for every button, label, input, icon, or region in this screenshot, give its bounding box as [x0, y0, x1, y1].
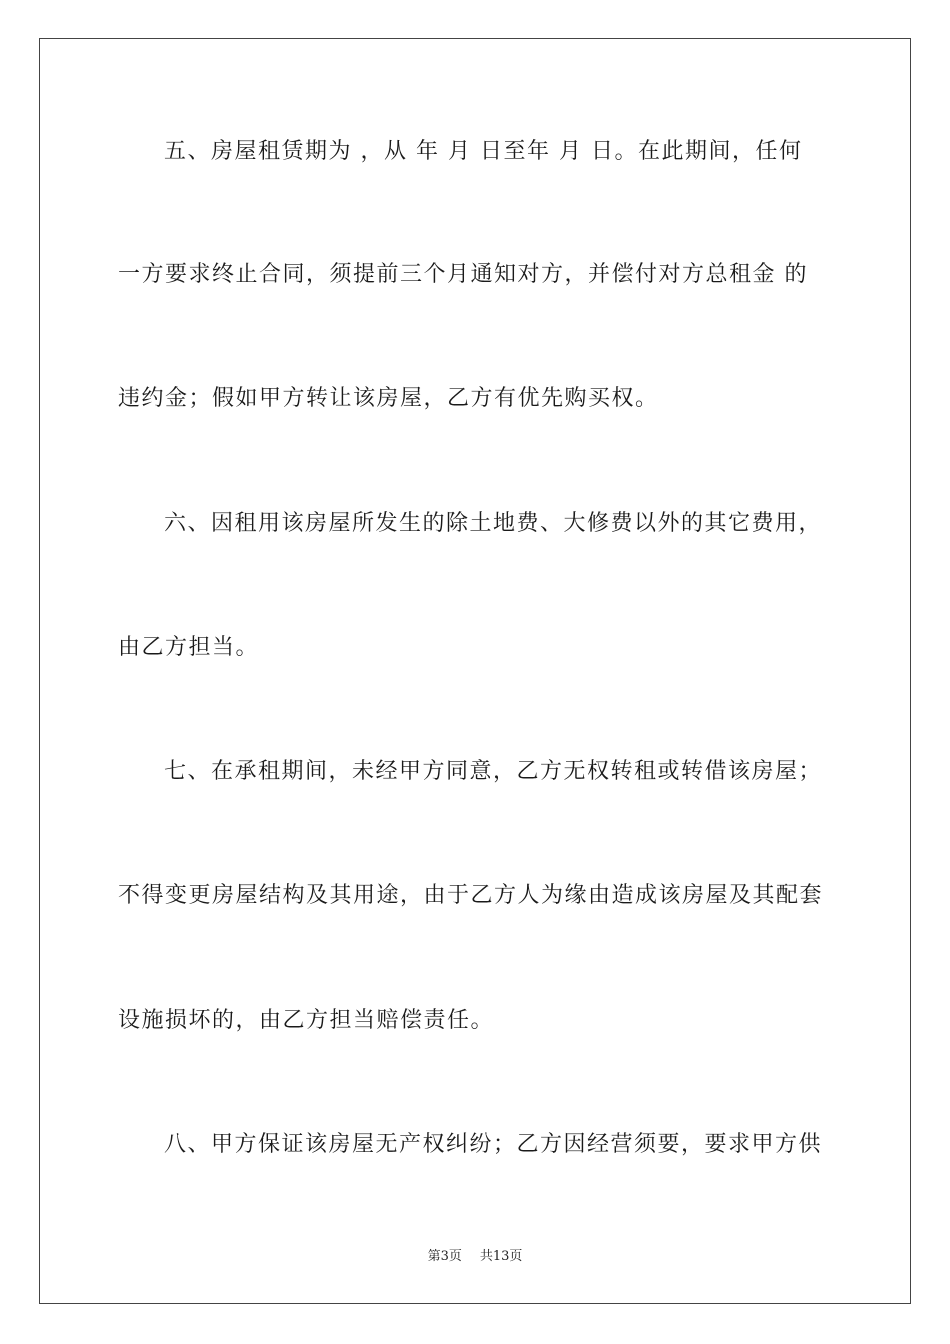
total-pages: 共13页 [479, 1249, 523, 1264]
paragraph-6-line-1: 六、因租用该房屋所发生的除土地费、大修费以外的其它费用， [164, 511, 823, 536]
paragraph-5-line-2: 一方要求终止合同，须提前三个月通知对方，并偿付对方总租金 的 [118, 262, 808, 287]
paragraph-5-line-3: 违约金；假如甲方转让该房屋，乙方有优先购买权。 [118, 386, 659, 411]
page-number: 第3页 [427, 1249, 462, 1264]
paragraph-7-line-3: 设施损坏的，由乙方担当赔偿责任。 [118, 1008, 495, 1033]
page-border [39, 38, 911, 1304]
paragraph-7-line-1: 七、在承租期间，未经甲方同意，乙方无权转租或转借该房屋； [164, 759, 823, 784]
paragraph-7-line-2: 不得变更房屋结构及其用途，由于乙方人为缘由造成该房屋及其配套 [118, 883, 824, 908]
paragraph-5-line-1: 五、房屋租赁期为 ，从 年 月 日至年 月 日。在此期间，任何 [164, 139, 803, 164]
paragraph-8-line-1: 八、甲方保证该房屋无产权纠纷；乙方因经营须要，要求甲方供 [164, 1132, 823, 1157]
page-footer [0, 1248, 950, 1266]
paragraph-6-line-2: 由乙方担当。 [118, 635, 260, 660]
